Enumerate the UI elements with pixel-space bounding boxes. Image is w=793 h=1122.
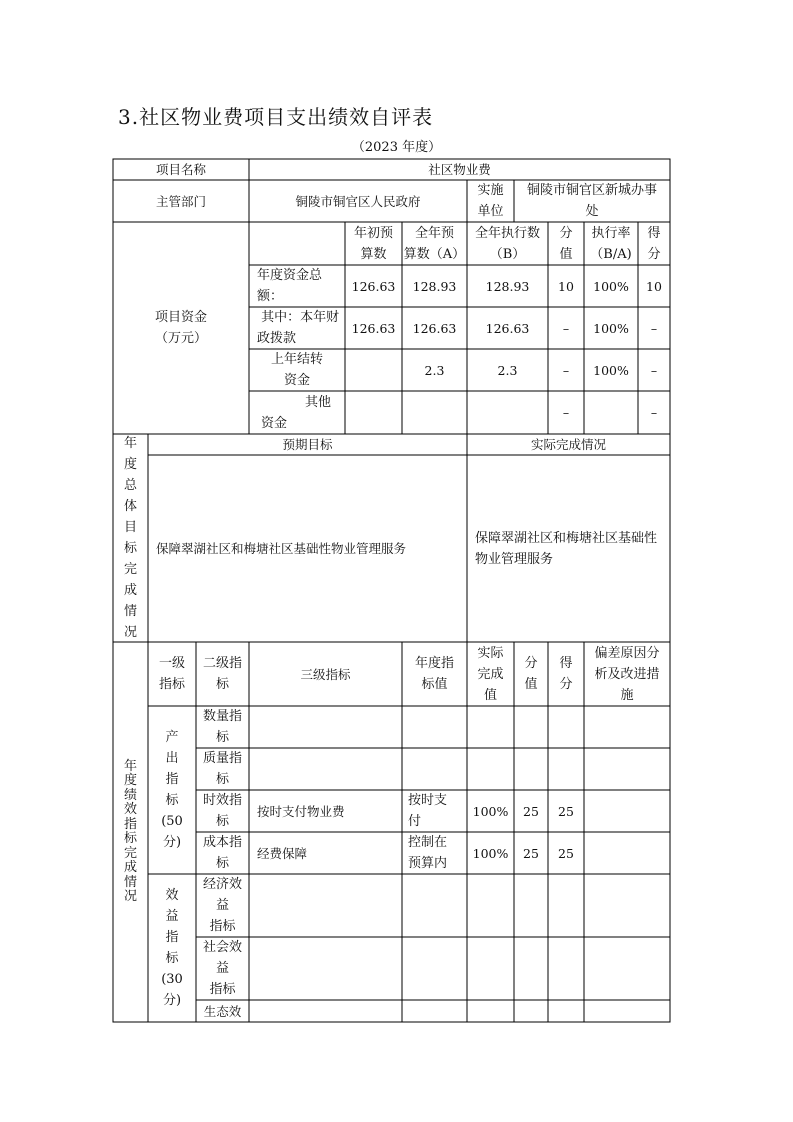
fund-cell: – [562,362,570,378]
level2-quality: 质量指 标 [202,751,242,787]
score-value-header: 分 值 [524,656,538,692]
fund-cell: 126.63 [351,278,396,294]
level2-quantity: 数量指 标 [202,709,242,745]
score-cell [548,1000,584,1022]
benefit-indicator-group: 效 益 指 标 (30 分) [161,888,183,1008]
fund-row-carryover-label: 上年结转 资金 [270,352,323,388]
actual-header: 实际 完成 值 [477,645,504,703]
target-cell [402,937,467,1000]
score-value-cell [514,1000,548,1022]
fund-cell: 10 [558,278,574,294]
fund-cell: – [562,320,570,336]
level3-cell [249,748,402,790]
score-cell [548,706,584,748]
performance-side-label: 年 度 绩 效 指 标 完 成 情 况 [123,758,137,904]
actual-cell [467,748,514,790]
deviation-cell [584,832,670,874]
deviation-cell [584,1000,670,1022]
fund-cell [584,391,638,434]
level3-header: 三级指标 [300,666,351,682]
level3-cell: 经费保障 [257,845,308,861]
actual-cell: 100% [472,845,509,861]
fund-cell: 100% [593,320,629,336]
fund-cell [402,391,467,434]
score-value-cell [514,748,548,790]
col-score: 得 分 [647,225,661,262]
level2-economic: 经济效 益 指标 [202,877,242,934]
score-value-cell: 25 [523,803,539,819]
score-cell [548,748,584,790]
deviation-cell [584,748,670,790]
score-value-cell [514,937,548,1000]
level2-ecological: 生态效 [203,1003,242,1019]
level3-cell: 按时支付物业费 [257,803,345,819]
deviation-cell [584,937,670,1000]
output-indicator-group: 产 出 指 标 (50 分) [161,730,183,850]
target-cell [402,706,467,748]
fund-cell: 126.63 [351,320,396,336]
target-cell: 控制在 预算内 [408,835,448,871]
score-value-cell [514,874,548,937]
actual-goal-header: 实际完成情况 [530,437,606,452]
score-cell [548,937,584,1000]
score-cell: 25 [558,803,574,819]
project-name-label: 项目名称 [155,162,206,177]
target-cell [402,1000,467,1022]
year-note: （2023 年度） [351,140,442,155]
fund-row-other-label: 其他 资金 [261,394,332,431]
fund-cell: 100% [593,362,629,378]
col-annual-executed: 全年执行数 （B） [474,225,540,262]
funds-label: 项目资金 （万元） [154,310,207,346]
fund-cell: 128.93 [412,278,457,294]
level3-cell [249,1000,402,1022]
level2-social: 社会效 益 指标 [202,940,242,997]
fund-row-total-label: 年度资金总 额： [257,268,323,304]
level1-header: 一级 指标 [158,656,185,692]
score-cell: 25 [558,845,574,861]
target-cell [402,748,467,790]
col-execution-rate: 执行率 （B/A) [590,225,632,262]
level2-timeliness: 时效指 标 [202,793,242,829]
fund-cell: 128.93 [485,278,530,294]
score-cell [548,874,584,937]
actual-cell [467,937,514,1000]
goals-side-label: 年 度 总 体 目 标 完 成 情 况 [123,436,137,640]
target-header: 年度指 标值 [414,656,454,692]
impl-unit-value: 铜陵市铜官区新城办事 处 [526,183,657,219]
col-score-value: 分 值 [559,225,573,262]
fund-cell: – [650,320,658,336]
col-initial-budget: 年初预 算数 [353,225,393,262]
col-annual-budget: 全年预 算数（A） [403,225,466,262]
deviation-cell [584,790,670,832]
fund-cell: – [650,362,658,378]
fund-cell: 100% [593,278,629,294]
actual-goal-text: 保障翠湖社区和梅塘社区基础性 物业管理服务 [475,530,658,567]
fund-cell: – [650,405,658,420]
actual-cell [467,1000,514,1022]
level3-cell [249,874,402,937]
project-name-value: 社区物业费 [428,162,491,177]
expected-goal-text: 保障翠湖社区和梅塘社区基础性物业管理服务 [156,541,407,556]
dept-value: 铜陵市铜官区人民政府 [295,193,421,209]
fund-cell: – [562,405,570,420]
fund-cell: 2.3 [497,362,518,378]
actual-cell: 100% [472,803,509,819]
dept-label: 主管部门 [155,193,206,209]
score-header: 得 分 [559,656,573,692]
level2-cost: 成本指 标 [202,835,242,871]
fund-cell: 126.63 [485,320,530,336]
fund-cell: 126.63 [412,320,457,336]
level3-cell [249,937,402,1000]
fund-cell [467,391,548,434]
target-cell [402,874,467,937]
fund-cell: 10 [646,278,662,294]
expected-goal-header: 预期目标 [282,437,333,452]
deviation-cell [584,706,670,748]
score-value-cell [514,706,548,748]
deviation-header: 偏差原因分 析及改进措 施 [594,645,660,703]
page-title: 3.社区物业费项目支出绩效自评表 [118,105,434,129]
target-cell: 按时支 付 [408,793,448,829]
deviation-cell [584,874,670,937]
score-value-cell: 25 [523,845,539,861]
actual-cell [467,706,514,748]
fund-cell [345,391,402,434]
level3-cell [249,706,402,748]
fund-row-fiscal-label: 其中：本年财 政拨款 [257,310,340,346]
level2-header: 二级指 标 [202,656,242,692]
impl-unit-label: 实施 单位 [477,183,504,219]
fund-cell [345,349,402,391]
fund-cell: 2.3 [424,362,445,378]
actual-cell [467,874,514,937]
